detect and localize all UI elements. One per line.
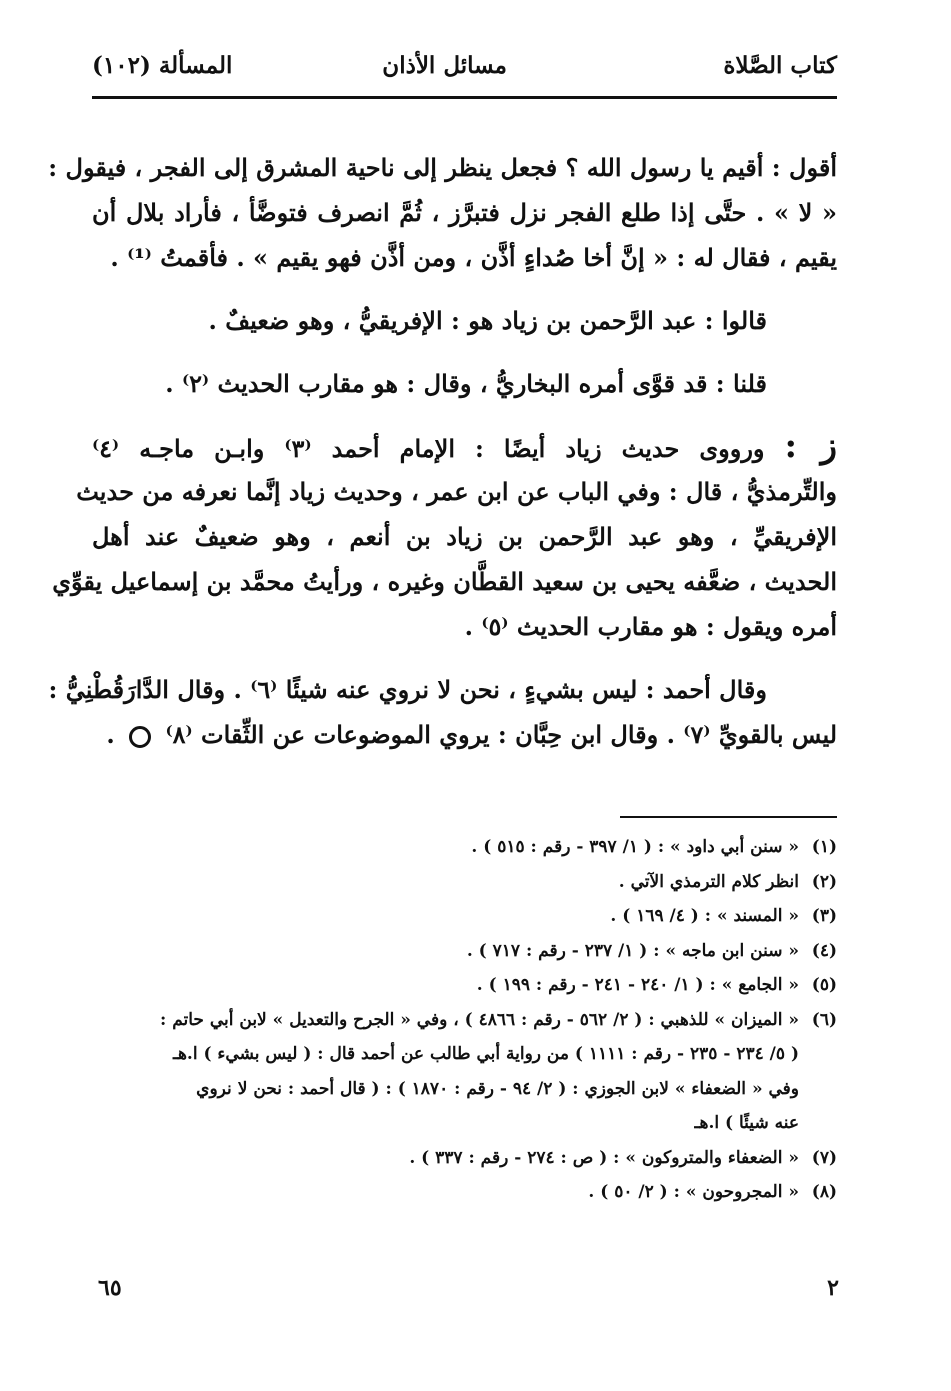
zay-marker: ز : — [784, 426, 838, 466]
footnote-number: (٢) — [811, 871, 837, 892]
header-book-title: كتاب الصَّلاة — [723, 52, 837, 79]
body-line: أمره ويقول : هو مقارب الحديث ⁽٥⁾ . — [464, 612, 837, 641]
footnote-item — [92, 1141, 837, 1176]
footnote-item — [92, 1175, 837, 1210]
page-number: ٦٥ — [98, 1275, 122, 1301]
footnotes — [92, 830, 837, 1210]
footnote-text: « الجامع » : ( ١/ ٢٤٠ - ٢٤١ - رقم : ١٩٩ ) . — [476, 975, 799, 995]
header-rule — [92, 96, 837, 99]
footnote-item — [92, 968, 837, 1003]
footnote-text: « الضعفاء والمتروكون » : ( ص : ٢٧٤ - رقم : ٣٣٧ ) . — [409, 1147, 799, 1168]
footnote-text: « المجروحون » : ( ٢/ ٥٠ ) . — [588, 1182, 799, 1202]
body-line: قلنا : قد قوَّى أمره البخاريُّ ، وقال : هو مقارب الحديث ⁽٢⁾ . — [165, 369, 767, 398]
body-line: يقيم ، فقال له : « إنَّ أخا صُداءٍ أذَّن ، ومن أذَّن فهو يقيم » . فأقمتُ ⁽¹⁾ . — [110, 243, 837, 272]
footnote-number: (٥) — [811, 975, 837, 995]
body-line: الإفريقيِّ ، وهو عبد الرَّحمن بن زياد بن أنعم ، وهو ضعيفٌ عند أهل — [92, 522, 837, 551]
header-issue-number: المسألة (١٠٢) — [92, 52, 233, 79]
footnote-number: (٦) — [811, 1009, 837, 1030]
body-line: وقال أحمد : ليس بشيءٍ ، نحن لا نروي عنه شيئًا ⁽٦⁾ . وقال الدَّارَقُطْنِيُّ : — [48, 675, 767, 704]
main-text — [48, 145, 838, 757]
footnote-item — [92, 934, 837, 969]
footnote-continuation: وفي « الضعفاء » لابن الجوزي : ( ٢/ ٩٤ - رقم : ١٨٧٠ ) : ( قال أحمد : نحن لا نروي — [196, 1078, 799, 1099]
header-chapter-title: مسائل الأذان — [382, 52, 507, 79]
page-header — [92, 52, 837, 88]
volume-number: ٢ — [827, 1275, 839, 1301]
footnote-rule — [620, 816, 837, 818]
footnote-text: « الميزان » للذهبي : ( ٢/ ٥٦٢ - رقم : ٤٨٦٦ ) ، وفي « الجرح والتعديل » لابن أبي حاتم : — [160, 1009, 799, 1030]
footnote-item — [92, 899, 837, 934]
body-line: والتِّرمذيُّ ، قال : وفي الباب عن ابن عمر ، وحديث زياد إنَّما نعرفه من حديث — [76, 477, 837, 506]
footnote-number: (٤) — [811, 940, 837, 961]
footnote-number: (٧) — [811, 1147, 837, 1168]
footnote-continuation: ( ٥/ ٢٣٤ - ٢٣٥ - رقم : ١١١١ ) من رواية أبي طالب عن أحمد قال : ( ليس بشيء ) ا.هـ — [172, 1044, 799, 1064]
footnote-text: « سنن ابن ماجه » : ( ١/ ٢٣٧ - رقم : ٧١٧ ) . — [466, 940, 799, 961]
footnote-continuation: عنه شيئًا ) ا.هـ — [694, 1113, 799, 1133]
footnote-number: (٨) — [811, 1182, 837, 1202]
footnote-item — [92, 865, 837, 900]
footnote-number: (١) — [811, 837, 837, 857]
body-line: الحديث ، ضعَّفه يحيى بن سعيد القطَّان وغيره ، ورأيتُ محمَّد بن إسماعيل يقوِّي — [52, 567, 837, 596]
body-line-text: ورووى حديث زياد أيضًا : الإمام أحمد ⁽٣⁾ وابـن ماجـه ⁽٤⁾ — [92, 434, 765, 463]
body-line: قالوا : عبد الرَّحمن بن زياد هو : الإفريقيُّ ، وهو ضعيفٌ . — [208, 306, 767, 335]
end-of-issue-circle-icon — [129, 726, 151, 748]
footnote-item — [92, 1003, 837, 1038]
end-period: . — [106, 720, 115, 749]
body-line: « لا » . حتَّى إذا طلع الفجر نزل فتبرَّز ، ثُمَّ انصرف فتوضَّأ ، فأراد بلال أن — [92, 198, 837, 227]
footnote-text: انظر كلام الترمذي الآتي . — [618, 871, 799, 892]
body-line-final — [92, 712, 837, 757]
body-line-text: ليس بالقويِّ ⁽٧⁾ . وقال ابن حِبَّان : يروي الموضوعات عن الثِّقات ⁽٨⁾ — [165, 720, 837, 749]
footnote-item — [92, 830, 837, 865]
footnote-text: « سنن أبي داود » : ( ١/ ٣٩٧ - رقم : ٥١٥ ) . — [471, 837, 799, 857]
body-line: أقول : أقيم يا رسول الله ؟ فجعل ينظر إلى ناحية المشرق إلى الفجر ، فيقول : — [48, 153, 837, 182]
footnote-number: (٣) — [811, 906, 837, 926]
footnote-text: « المسند » : ( ٤/ ١٦٩ ) . — [610, 906, 799, 926]
body-line-zay — [92, 424, 837, 469]
